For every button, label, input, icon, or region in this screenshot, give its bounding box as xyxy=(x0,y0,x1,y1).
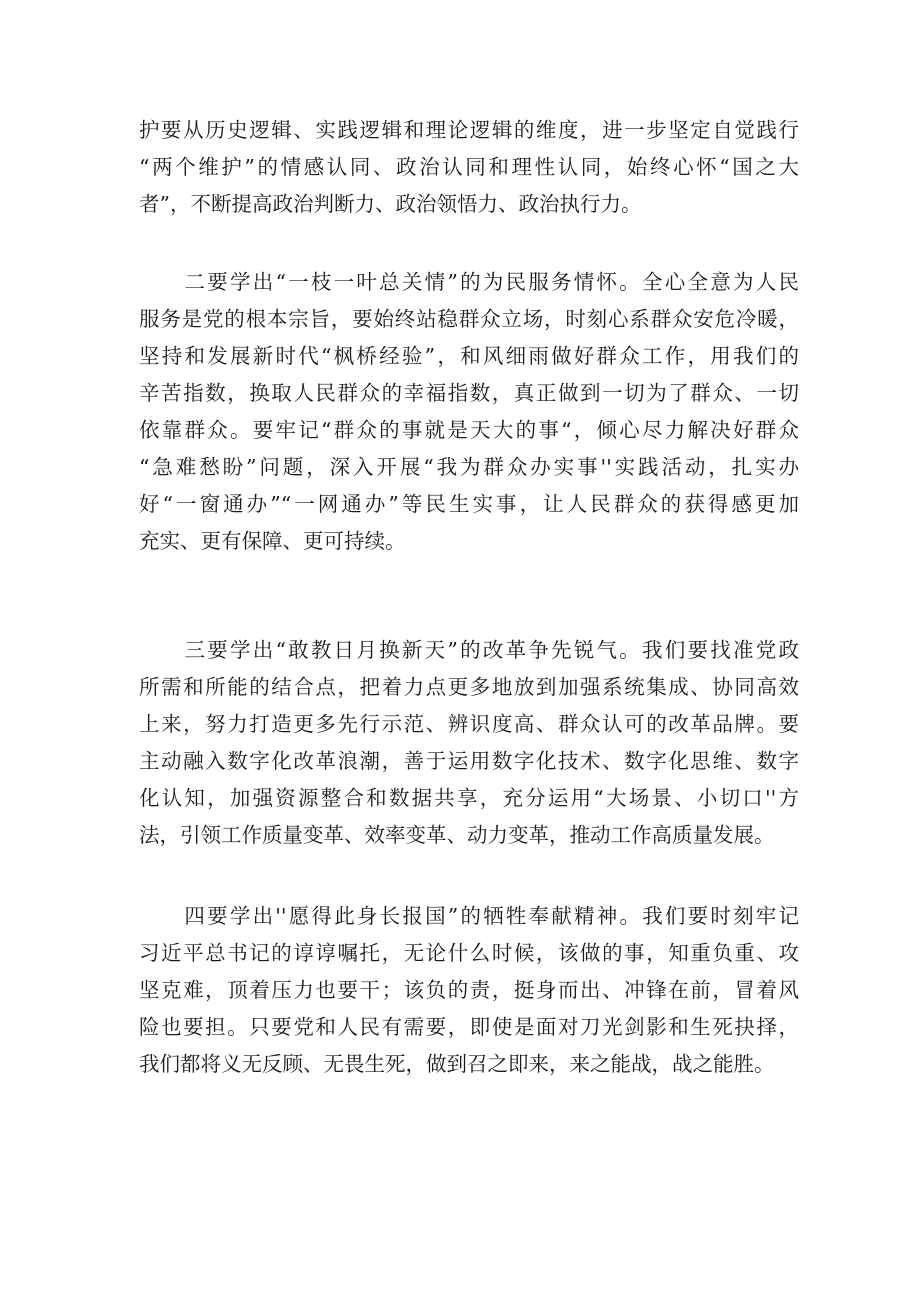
paragraph-point-two xyxy=(139,264,799,560)
text-line: 充实、更有保障、更可持续。 xyxy=(139,529,406,553)
text-line: 所需和所能的结合点，把着力点更多地放到加强系统集成、协同高效 xyxy=(139,675,799,699)
text-line: 护要从历史逻辑、实践逻辑和理论逻辑的维度，进一步坚定自觉践行 xyxy=(139,118,799,142)
text-line: “急难愁盼”问题，深入开展“我为群众办实事''实践活动，扎实办 xyxy=(139,455,799,479)
text-line: 习近平总书记的谆谆嘱托，无论什么时候，该做的事，知重负重、攻 xyxy=(139,941,799,965)
text-line: 主动融入数字化改革浪潮，善于运用数字化技术、数字化思维、数字 xyxy=(139,749,799,773)
text-line: 四要学出''愿得此身长报国”的牺牲奉献精神。我们要时刻牢记 xyxy=(139,904,799,928)
text-line: 上来，努力打造更多先行示范、辨识度高、群众认可的改革品牌。要 xyxy=(139,712,799,736)
text-line: 坚克难，顶着压力也要干；该负的责，挺身而出、冲锋在前，冒着风 xyxy=(139,978,799,1002)
text-line: 者”，不断提高政治判断力、政治领悟力、政治执行力。 xyxy=(139,192,642,216)
text-line: 三要学出“敢教日月换新天”的改革争先锐气。我们要找准党政 xyxy=(139,638,799,662)
text-line: 法，引领工作质量变革、效率变革、动力变革，推动工作高质量发展。 xyxy=(139,823,775,847)
text-line: “两个维护”的情感认同、政治认同和理性认同，始终心怀“国之大 xyxy=(139,155,799,179)
text-line: 服务是党的根本宗旨，要始终站稳群众立场，时刻心系群众安危冷暖， xyxy=(139,307,799,331)
text-line: 好“一窗通办”“一网通办”等民生实事，让人民群众的获得感更加 xyxy=(139,492,799,516)
paragraph-continuation xyxy=(139,112,799,223)
text-line: 辛苦指数，换取人民群众的幸福指数，真正做到一切为了群众、一切 xyxy=(139,381,799,405)
text-line: 坚持和发展新时代“枫桥经验”，和风细雨做好群众工作，用我们的 xyxy=(139,344,799,368)
paragraph-point-three xyxy=(139,632,799,854)
text-line: 险也要担。只要党和人民有需要，即使是面对刀光剑影和生死抉择， xyxy=(139,1015,799,1039)
paragraph-point-four xyxy=(139,898,799,1083)
text-line: 化认知，加强资源整合和数据共享，充分运用“大场景、小切口''方 xyxy=(139,786,799,810)
text-line: 依靠群众。要牢记“群众的事就是天大的事“，倾心尽力解决好群众 xyxy=(139,418,799,442)
text-line: 二要学出“一枝一叶总关情”的为民服务情怀。全心全意为人民 xyxy=(139,270,799,294)
text-line: 我们都将义无反顾、无畏生死，做到召之即来，来之能战，战之能胜。 xyxy=(139,1052,775,1076)
